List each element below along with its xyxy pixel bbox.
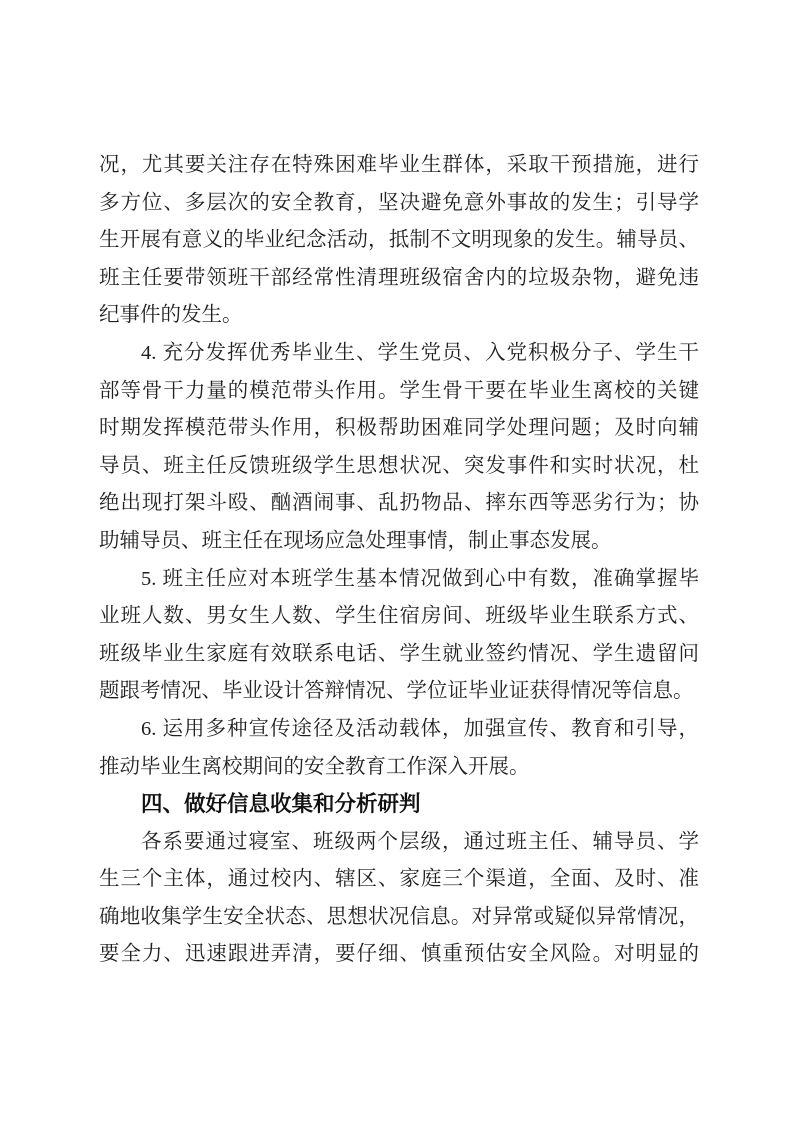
text-line: 多方位、多层次的安全教育，坚决避免意外事故的发生；引导学 bbox=[99, 191, 699, 214]
body-paragraph bbox=[99, 561, 699, 711]
body-paragraph bbox=[99, 824, 699, 974]
text-line: 班主任要带领班干部经常性清理班级宿舍内的垃圾杂物，避免违 bbox=[99, 266, 699, 289]
body-paragraph bbox=[99, 335, 699, 561]
text-line: 确地收集学生安全状态、思想状况信息。对异常或疑似异常情况， bbox=[99, 905, 699, 928]
text-line: 题跟考情况、毕业设计答辩情况、学位证毕业证获得情况等信息。 bbox=[99, 680, 694, 703]
text-line: 时期发挥模范带头作用，积极帮助困难同学处理问题；及时向辅 bbox=[99, 417, 699, 440]
text-line: 导员、班主任反馈班级学生思想状况、突发事件和实时状况，杜 bbox=[99, 454, 699, 477]
text-line: 况，尤其要关注存在特殊困难毕业生群体，采取干预措施，进行 bbox=[99, 154, 699, 176]
body-paragraph bbox=[99, 147, 699, 335]
text-line: 5. 班主任应对本班学生基本情况做到心中有数，准确掌握毕 bbox=[141, 567, 699, 590]
text-line: 生开展有意义的毕业纪念活动，抵制不文明现象的发生。辅导员、 bbox=[99, 229, 699, 252]
text-line: 各系要通过寝室、班级两个层级，通过班主任、辅导员、学 bbox=[141, 830, 699, 853]
text-line: 业班人数、男女生人数、学生住宿房间、班级毕业生联系方式、 bbox=[99, 605, 699, 628]
section-heading bbox=[99, 786, 699, 824]
text-line: 生三个主体，通过校内、辖区、家庭三个渠道，全面、及时、准 bbox=[99, 868, 699, 891]
text-line: 绝出现打架斗殴、酗酒闹事、乱扔物品、摔东西等恶劣行为；协 bbox=[99, 492, 699, 515]
text-line: 班级毕业生家庭有效联系电话、学生就业签约情况、学生遗留问 bbox=[99, 642, 699, 665]
text-line: 6. 运用多种宣传途径及活动载体，加强宣传、教育和引导， bbox=[141, 717, 699, 740]
text-line: 部等骨干力量的模范带头作用。学生骨干要在毕业生离校的关键 bbox=[99, 379, 699, 402]
body-paragraph bbox=[99, 711, 699, 786]
text-line: 要全力、迅速跟进弄清，要仔细、慎重预估安全风险。对明显的 bbox=[99, 943, 699, 966]
text-line: 4. 充分发挥优秀毕业生、学生党员、入党积极分子、学生干 bbox=[141, 341, 699, 364]
document-body bbox=[99, 147, 699, 974]
text-line: 纪事件的发生。 bbox=[99, 304, 243, 327]
text-line: 助辅导员、班主任在现场应急处理事情，制止事态发展。 bbox=[99, 529, 612, 552]
text-line: 推动毕业生离校期间的安全教育工作深入开展。 bbox=[99, 755, 530, 778]
heading-text-line: 四、做好信息收集和分析研判 bbox=[141, 792, 421, 817]
